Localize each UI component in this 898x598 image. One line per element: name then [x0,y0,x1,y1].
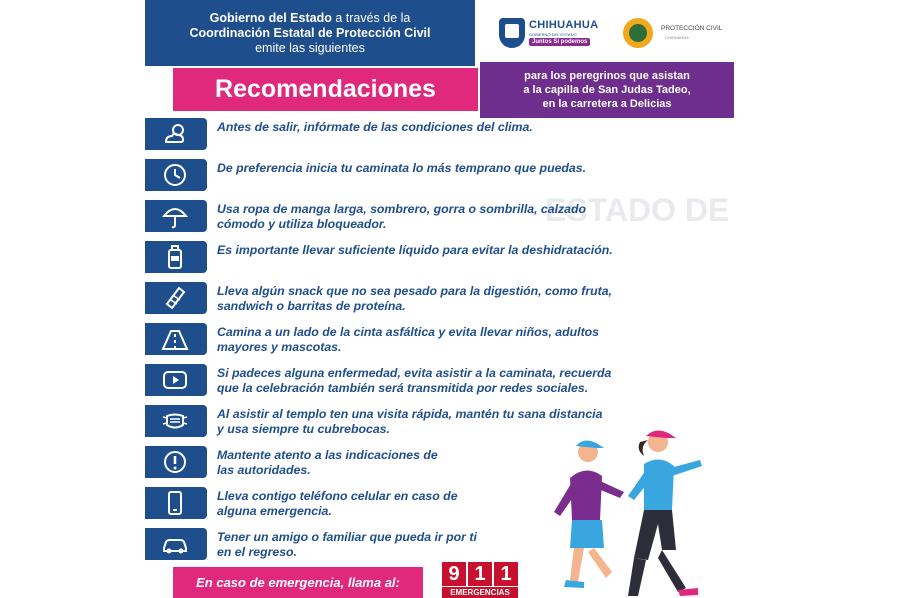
emergency-911-logo [442,562,518,598]
emergencias-label: EMERGENCIAS [442,587,518,598]
snack-bar-icon [145,282,207,314]
chihuahua-logo: CHIHUAHUA GOBIERNO DEL ESTADO Juntos Sí podemos [495,16,605,52]
clock-icon [145,159,207,191]
poster [145,0,736,598]
woman-hair [639,440,648,456]
header-line-1: Gobierno del Estado a través de la [209,10,411,25]
header-line-2: Coordinación Estatal de Protección Civil [189,25,431,40]
list-item: Camina a un lado de la cinta asfáltica y evita llevar niños, adultos mayores y mascotas. [145,323,736,357]
logos [495,12,730,56]
woman-leg-2 [628,558,646,596]
subtitle-box: para los peregrinos que asistan a la capilla de San Judas Tadeo, en la carretera a Delicias [480,62,734,118]
list-item: De preferencia inicia tu caminata lo más temprano que puedas. [145,159,736,193]
page-title: Recomendaciones [215,75,436,103]
phone-icon [145,487,207,519]
digit-1-second: 1 [494,562,518,586]
woman-arm [670,460,702,476]
man-leg [570,548,584,582]
road-icon [145,323,207,355]
man-shirt [570,470,602,520]
face-mask-icon [145,405,207,437]
triangle-emblem-icon [623,18,653,48]
list-item: Lleva contigo teléfono celular en caso de alguna emergencia. [145,487,736,521]
shield-icon [499,18,525,48]
watermark: ESTADO DE [545,192,730,228]
weather-icon [145,118,207,150]
runners-illustration [540,420,736,598]
list-item: Lleva algún snack que no sea pesado para la digestión, como fruta, sandwich o barritas de proteína. [145,282,736,316]
header-banner [145,0,475,66]
woman-leg [658,550,686,592]
list-item: Si padeces alguna enfermedad, evita asistir a la caminata, recuerda que la celebración también será transmitida por redes sociales. [145,364,736,398]
proteccion-civil-logo: PROTECCIÓN CIVIL CHIHUAHUA [623,16,728,52]
list-item: Tener un amigo o familiar que pueda ir por ti en el regreso. [145,528,736,562]
list-item: Usa ropa de manga larga, sombrero, gorra o sombrilla, calzado cómodo y utiliza bloqueador. [145,200,736,234]
emergency-band: En caso de emergencia, llama al: [173,567,423,598]
list-item: Mantente atento a las indicaciones de las autoridades. [145,446,736,480]
digit-9: 9 [442,562,466,586]
woman-pants [634,510,676,560]
video-play-icon [145,364,207,396]
list-item: Antes de salir, infórmate de las condiciones del clima. [145,118,736,152]
alert-icon [145,446,207,478]
umbrella-icon [145,200,207,232]
bottle-icon [145,241,207,273]
list-item: Al asistir al templo ten una visita rápida, mantén tu sana distancia y usa siempre tu cubrebocas. [145,405,736,439]
digit-1: 1 [468,562,492,586]
man-leg-2 [588,548,612,578]
title-band [173,68,478,111]
car-icon [145,528,207,560]
header-line-3: emite las siguientes [255,40,365,55]
man-shoe [564,580,584,588]
list-item: Es importante llevar suficiente líquido para evitar la deshidratación. [145,241,736,275]
woman-shirt [644,459,674,510]
man-shorts [570,520,604,548]
